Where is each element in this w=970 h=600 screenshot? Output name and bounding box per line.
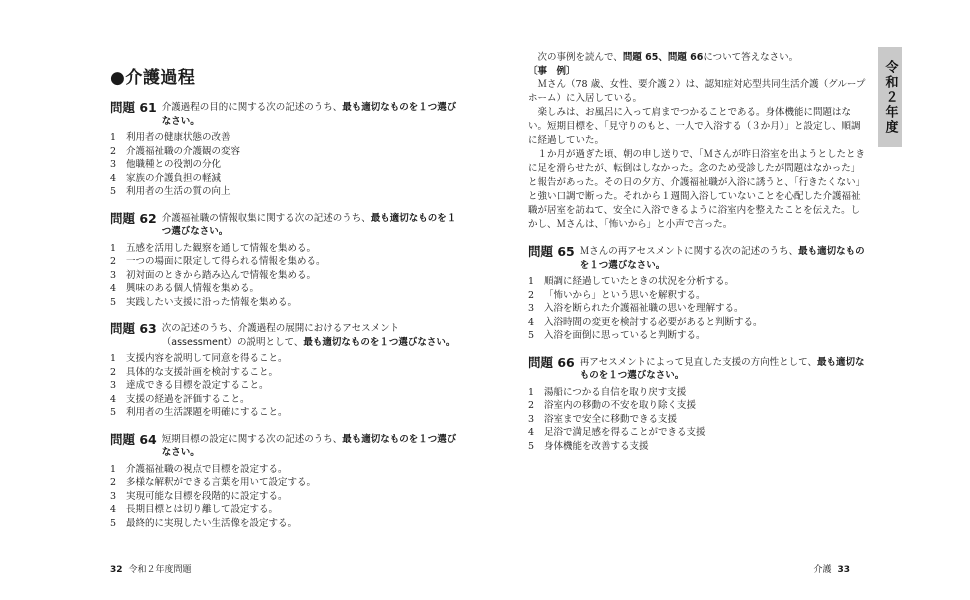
option-number: 2: [528, 289, 535, 301]
footer-left: [110, 562, 192, 575]
footer-left-text: 令和２年度問題: [128, 565, 192, 575]
option-item: [110, 282, 460, 296]
case-intro-questions: 問題 65、問題 66: [622, 52, 704, 63]
question-number: 問題 66: [528, 354, 575, 370]
question-block: [110, 321, 460, 420]
option-list: [528, 275, 866, 343]
option-text: 多様な解釈ができる言葉を用いて設定する。: [126, 477, 317, 488]
option-number: 5: [110, 517, 117, 529]
question-stem: [162, 211, 460, 239]
option-text: 入浴を断られた介護福祉職の思いを理解する。: [544, 303, 744, 314]
option-text: 他職種との役割の分化: [126, 159, 222, 170]
option-text: 順調に経過していたときの状況を分析する。: [544, 276, 735, 287]
question-head: [110, 432, 460, 460]
question-stem-text: 介護福祉職の情報収集に関する次の記述のうち、: [161, 212, 371, 224]
option-number: 3: [110, 269, 117, 281]
option-number: 3: [528, 413, 535, 425]
left-page: [110, 55, 460, 542]
question-stem: [580, 355, 866, 383]
option-item: [110, 406, 460, 420]
option-item: [528, 440, 866, 454]
option-item: [528, 399, 866, 413]
option-item: [110, 242, 460, 256]
question-head: [110, 100, 460, 128]
option-item: [110, 158, 460, 172]
option-number: 1: [110, 242, 117, 254]
section-title: ●介護過程: [110, 68, 196, 88]
option-item: [110, 476, 460, 490]
option-item: [110, 185, 460, 199]
footer-right: [813, 562, 850, 575]
question-block: [110, 432, 460, 531]
option-number: 4: [110, 393, 117, 405]
question-stem-emphasis: 最も適切なものを１つ選びなさい。: [161, 433, 457, 458]
year-side-tab: [878, 47, 902, 147]
option-number: 1: [528, 386, 535, 398]
option-text: 「怖いから」という思いを解釈する。: [544, 289, 706, 301]
page-number-left: 32: [110, 565, 123, 575]
question-head: [528, 244, 866, 272]
case-paragraph: １か月が過ぎた頃、朝の申し送りで、「Ｍさんが昨日浴室を出ようとしたときに足を滑らせたが、転倒はしなかった。念のため受診したが問題はなかった」と報告があった。その日の夕方、介護福祉職が入浴に誘うと、「行きたくない」と強い口調で断った。それから１週間入浴していないことを心配した介護福祉職が居室を訪ねて、安全に入浴できるように浴室内を整えたことを伝えた。しかし、Ｍさんは、「怖いから」と小声で言った。: [528, 149, 866, 230]
option-number: 5: [528, 440, 535, 452]
question-stem-emphasis: 最も適切なものを１つ選びなさい。: [161, 212, 457, 237]
question-number: 問題 62: [110, 210, 157, 226]
option-number: 2: [110, 145, 117, 157]
option-text: 家族の介護負担の軽減: [126, 172, 222, 184]
option-number: 4: [110, 504, 117, 515]
option-number: 3: [110, 380, 117, 391]
question-number: 問題 63: [110, 321, 157, 336]
option-number: 1: [528, 276, 535, 287]
option-number: 1: [110, 463, 117, 475]
option-text: 利用者の健康状態の改善: [126, 132, 231, 143]
option-number: 4: [528, 316, 535, 328]
option-number: 1: [110, 353, 117, 364]
option-text: 長期目標とは切り離して設定する。: [126, 504, 279, 515]
question-stem-text: 短期目標の設定に関する次の記述のうち、: [161, 433, 343, 445]
option-text: 具体的な支援計画を検討すること。: [126, 366, 279, 378]
option-text: 足浴で満足感を得ることができる支援: [544, 427, 706, 438]
option-text: 浴室まで安全に移動できる支援: [544, 413, 678, 425]
option-number: 2: [110, 256, 117, 267]
option-item: [528, 289, 866, 303]
question-stem-emphasis: 最も適切なものを１つ選びなさい。: [161, 102, 457, 127]
option-number: 5: [110, 407, 117, 418]
option-text: 支援の経過を評価すること。: [126, 393, 250, 405]
option-item: [110, 517, 460, 531]
option-number: 2: [528, 400, 535, 411]
question-stem-text: 介護過程の目的に関する次の記述のうち、: [161, 102, 343, 113]
option-item: [110, 366, 460, 380]
option-number: 3: [528, 303, 535, 314]
page-number-right: 33: [837, 565, 850, 575]
question-head: [110, 321, 460, 349]
question-stem-emphasis: 最も適切なものを１つ選びなさい。: [579, 246, 865, 271]
footer-right-text: 介護: [813, 565, 832, 575]
option-item: [110, 379, 460, 393]
option-number: 3: [110, 490, 117, 502]
option-item: [110, 503, 460, 517]
option-item: [110, 255, 460, 269]
option-number: 1: [110, 132, 117, 143]
case-paragraph: Ｍさん（78 歳、女性、要介護２）は、認知症対応型共同生活介護（グループホーム）に入居している。: [528, 79, 866, 104]
option-text: 一つの場面に限定して得られる情報を集める。: [126, 256, 326, 267]
question-head: [110, 211, 460, 239]
option-item: [110, 296, 460, 310]
question-stem-emphasis: 最も適切なものを１つ選びなさい。: [579, 356, 865, 381]
option-item: [528, 316, 866, 330]
question-stem-emphasis: 最も適切なものを１つ選びなさい。: [303, 336, 456, 348]
option-number: 4: [528, 427, 535, 438]
option-number: 5: [110, 296, 117, 308]
option-list: [110, 131, 460, 199]
option-text: 湯船につかる自信を取り戻す支援: [544, 386, 687, 398]
option-text: 支援内容を説明して同意を得ること。: [126, 353, 288, 364]
option-text: 介護福祉職の介護観の変容: [126, 145, 241, 157]
option-item: [110, 131, 460, 145]
question-stem-text: Ｍさんの再アセスメントに関する次の記述のうち、: [579, 246, 799, 257]
option-item: [528, 329, 866, 343]
question-block: [110, 211, 460, 310]
question-stem: [162, 432, 460, 460]
question-block: [528, 355, 866, 454]
option-number: 5: [528, 330, 535, 341]
option-item: [528, 275, 866, 289]
option-list: [110, 463, 460, 531]
option-item: [110, 490, 460, 504]
case-intro-suffix: について答えなさい。: [703, 52, 799, 63]
option-number: 2: [110, 366, 117, 378]
question-stem: [162, 321, 460, 349]
question-stem: [580, 244, 866, 272]
option-item: [110, 463, 460, 477]
question-number: 問題 65: [528, 244, 575, 259]
option-list: [110, 352, 460, 420]
question-head: [528, 355, 866, 383]
option-text: 初対面のときから踏み込んで情報を集める。: [126, 269, 317, 281]
option-number: 5: [110, 186, 117, 197]
question-block: [528, 244, 866, 343]
case-intro-text: 次の事例を読んで、: [537, 52, 623, 63]
option-text: 入浴時間の変更を検討する必要があると判断する。: [544, 316, 763, 328]
option-item: [528, 413, 866, 427]
option-item: [110, 145, 460, 159]
option-item: [110, 393, 460, 407]
question-number: 問題 61: [110, 100, 157, 115]
option-text: 身体機能を改善する支援: [544, 440, 649, 452]
option-number: 4: [110, 172, 117, 184]
option-text: 利用者の生活課題を明確にすること。: [126, 407, 288, 418]
option-text: 実践したい支援に沿った情報を集める。: [126, 296, 298, 308]
option-text: 実現可能な目標を段階的に設定する。: [126, 490, 288, 502]
left-question-list: [110, 100, 460, 530]
right-page: [528, 51, 866, 465]
question-stem-text: 再アセスメントによって見直した支援の方向性として、: [579, 356, 817, 368]
question-number: 問題 64: [110, 431, 157, 447]
option-text: 興味のある個人情報を集める。: [126, 283, 260, 294]
option-number: 4: [110, 283, 117, 294]
option-text: 入浴を面倒に思っていると判断する。: [544, 330, 706, 341]
option-text: 利用者の生活の質の向上: [126, 186, 231, 197]
option-item: [528, 386, 866, 400]
option-text: 五感を活用した観察を通して情報を集める。: [126, 242, 317, 254]
option-item: [528, 302, 866, 316]
option-text: 介護福祉職の視点で目標を設定する。: [126, 463, 288, 475]
option-item: [110, 172, 460, 186]
case-label: 〔事 例〕: [528, 65, 576, 77]
option-text: 最終的に実現したい生活像を設定する。: [126, 517, 298, 529]
option-item: [110, 352, 460, 366]
question-block: [110, 100, 460, 199]
question-stem-text: 次の記述のうち、介護過程の展開におけるアセスメント（assessment）の説明として、: [161, 323, 400, 348]
question-stem: [162, 100, 460, 128]
option-list: [528, 386, 866, 454]
option-number: 2: [110, 477, 117, 488]
option-item: [528, 426, 866, 440]
year-side-tab-label: 令和２年度: [882, 59, 898, 135]
option-number: 3: [110, 159, 117, 170]
option-text: 浴室内の移動の不安を取り除く支援: [544, 400, 697, 411]
option-text: 達成できる目標を設定すること。: [126, 380, 269, 391]
case-intro: [528, 51, 866, 65]
case-paragraph: 楽しみは、お風呂に入って肩までつかることである。身体機能に問題はない。短期目標を、「見守りのもと、一人で入浴する（３か月）」と設定し、順調に経過していた。: [528, 107, 861, 146]
option-list: [110, 242, 460, 310]
option-item: [110, 269, 460, 283]
